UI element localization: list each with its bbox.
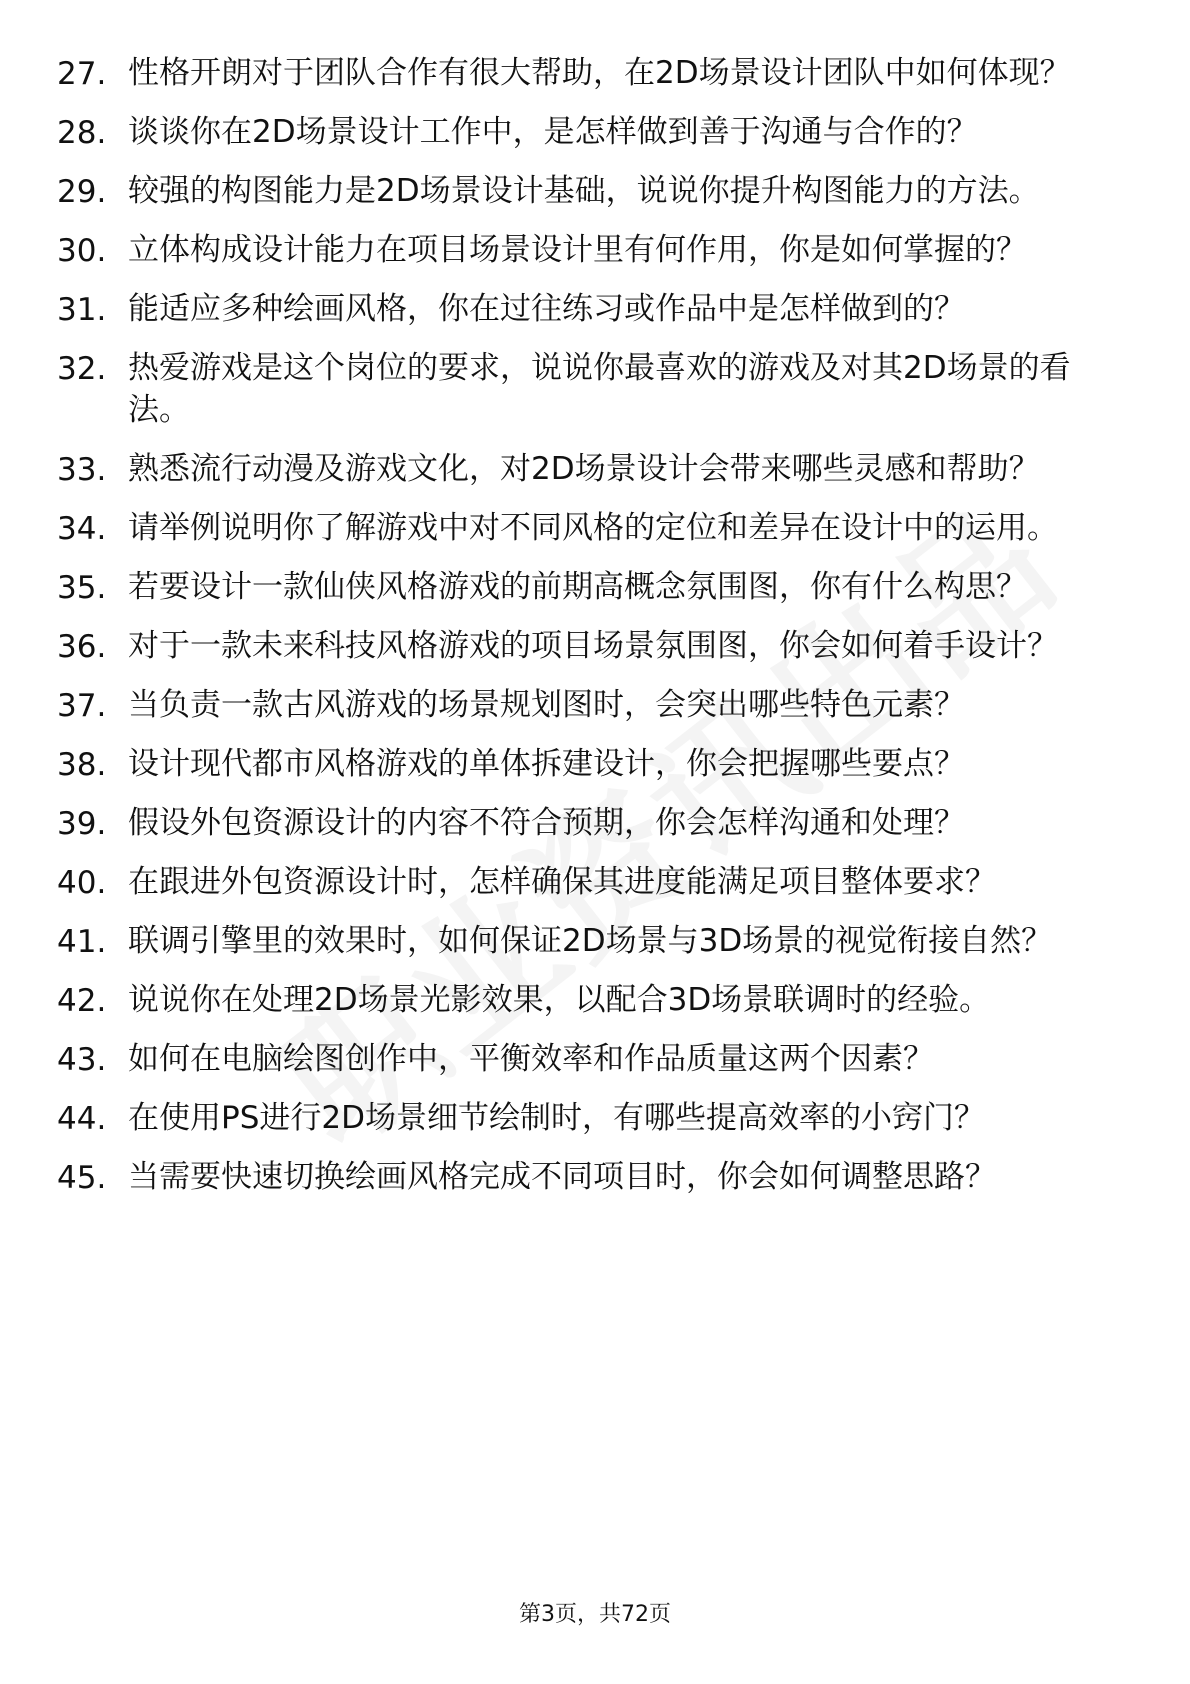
question-number: 39. (57, 806, 107, 842)
question-text: 立体构成设计能力在项目场景设计里有何作用，你是如何掌握的？ (128, 232, 1027, 268)
question-item (0, 111, 1190, 153)
question-number: 31. (57, 292, 107, 328)
question-item (0, 229, 1190, 271)
question-text: 联调引擎里的效果时，如何保证2D场景与3D场景的视觉衔接自然？ (128, 923, 1053, 959)
question-item (0, 743, 1190, 785)
question-number: 43. (57, 1042, 107, 1078)
question-number: 36. (57, 629, 107, 665)
question-text: 在跟进外包资源设计时，怎样确保其进度能满足项目整体要求？ (128, 864, 996, 900)
question-number: 44. (57, 1101, 107, 1137)
question-number: 41. (57, 924, 107, 960)
question-item (0, 625, 1190, 667)
question-number: 32. (57, 351, 107, 387)
question-number: 40. (57, 865, 107, 901)
question-item (0, 52, 1190, 94)
question-number: 33. (57, 452, 107, 488)
question-text: 当负责一款古风游戏的场景规划图时，会突出哪些特色元素？ (128, 687, 965, 723)
question-number: 28. (57, 115, 107, 151)
question-item (0, 684, 1190, 726)
question-text: 对于一款未来科技风格游戏的项目场景氛围图，你会如何着手设计？ (128, 628, 1058, 664)
question-text: 若要设计一款仙侠风格游戏的前期高概念氛围图，你有什么构思？ (128, 569, 1027, 605)
question-number: 38. (57, 747, 107, 783)
page-footer: 第3页，共72页 (519, 1602, 671, 1627)
question-item (0, 979, 1190, 1021)
question-text: 谈谈你在2D场景设计工作中，是怎样做到善于沟通与合作的？ (128, 114, 978, 150)
question-text: 说说你在处理2D场景光影效果，以配合3D场景联调时的经验。 (128, 982, 991, 1018)
question-text: 能适应多种绘画风格，你在过往练习或作品中是怎样做到的？ (128, 291, 965, 327)
question-text: 请举例说明你了解游戏中对不同风格的定位和差异在设计中的运用。 (128, 510, 1058, 546)
question-text: 设计现代都市风格游戏的单体拆建设计，你会把握哪些要点？ (128, 746, 965, 782)
question-item (0, 566, 1190, 608)
question-number: 34. (57, 511, 107, 547)
question-list (0, 52, 1190, 1215)
question-text: 当需要快速切换绘画风格完成不同项目时，你会如何调整思路？ (128, 1159, 996, 1195)
question-number: 35. (57, 570, 107, 606)
question-item (0, 861, 1190, 903)
question-text: 熟悉流行动漫及游戏文化，对2D场景设计会带来哪些灵感和帮助？ (128, 451, 1040, 487)
question-text: 在使用PS进行2D场景细节绘制时，有哪些提高效率的小窍门？ (128, 1100, 985, 1136)
question-text: 热爱游戏是这个岗位的要求，说说你最喜欢的游戏及对其2D场景的看法。 (128, 350, 1071, 428)
question-number: 45. (57, 1160, 107, 1196)
question-text: 如何在电脑绘图创作中，平衡效率和作品质量这两个因素？ (128, 1041, 934, 1077)
question-item (0, 170, 1190, 212)
question-item (0, 1156, 1190, 1198)
question-item (0, 1097, 1190, 1139)
question-item (0, 1038, 1190, 1080)
question-item (0, 347, 1190, 431)
question-item (0, 507, 1190, 549)
question-text: 较强的构图能力是2D场景设计基础，说说你提升构图能力的方法。 (128, 173, 1040, 209)
question-number: 27. (57, 56, 107, 92)
question-text: 假设外包资源设计的内容不符合预期，你会怎样沟通和处理？ (128, 805, 965, 841)
question-item (0, 920, 1190, 962)
question-number: 30. (57, 233, 107, 269)
question-item (0, 448, 1190, 490)
question-text: 性格开朗对于团队合作有很大帮助，在2D场景设计团队中如何体现？ (128, 55, 1071, 91)
question-number: 42. (57, 983, 107, 1019)
question-number: 37. (57, 688, 107, 724)
question-item (0, 802, 1190, 844)
question-item (0, 288, 1190, 330)
question-number: 29. (57, 174, 107, 210)
